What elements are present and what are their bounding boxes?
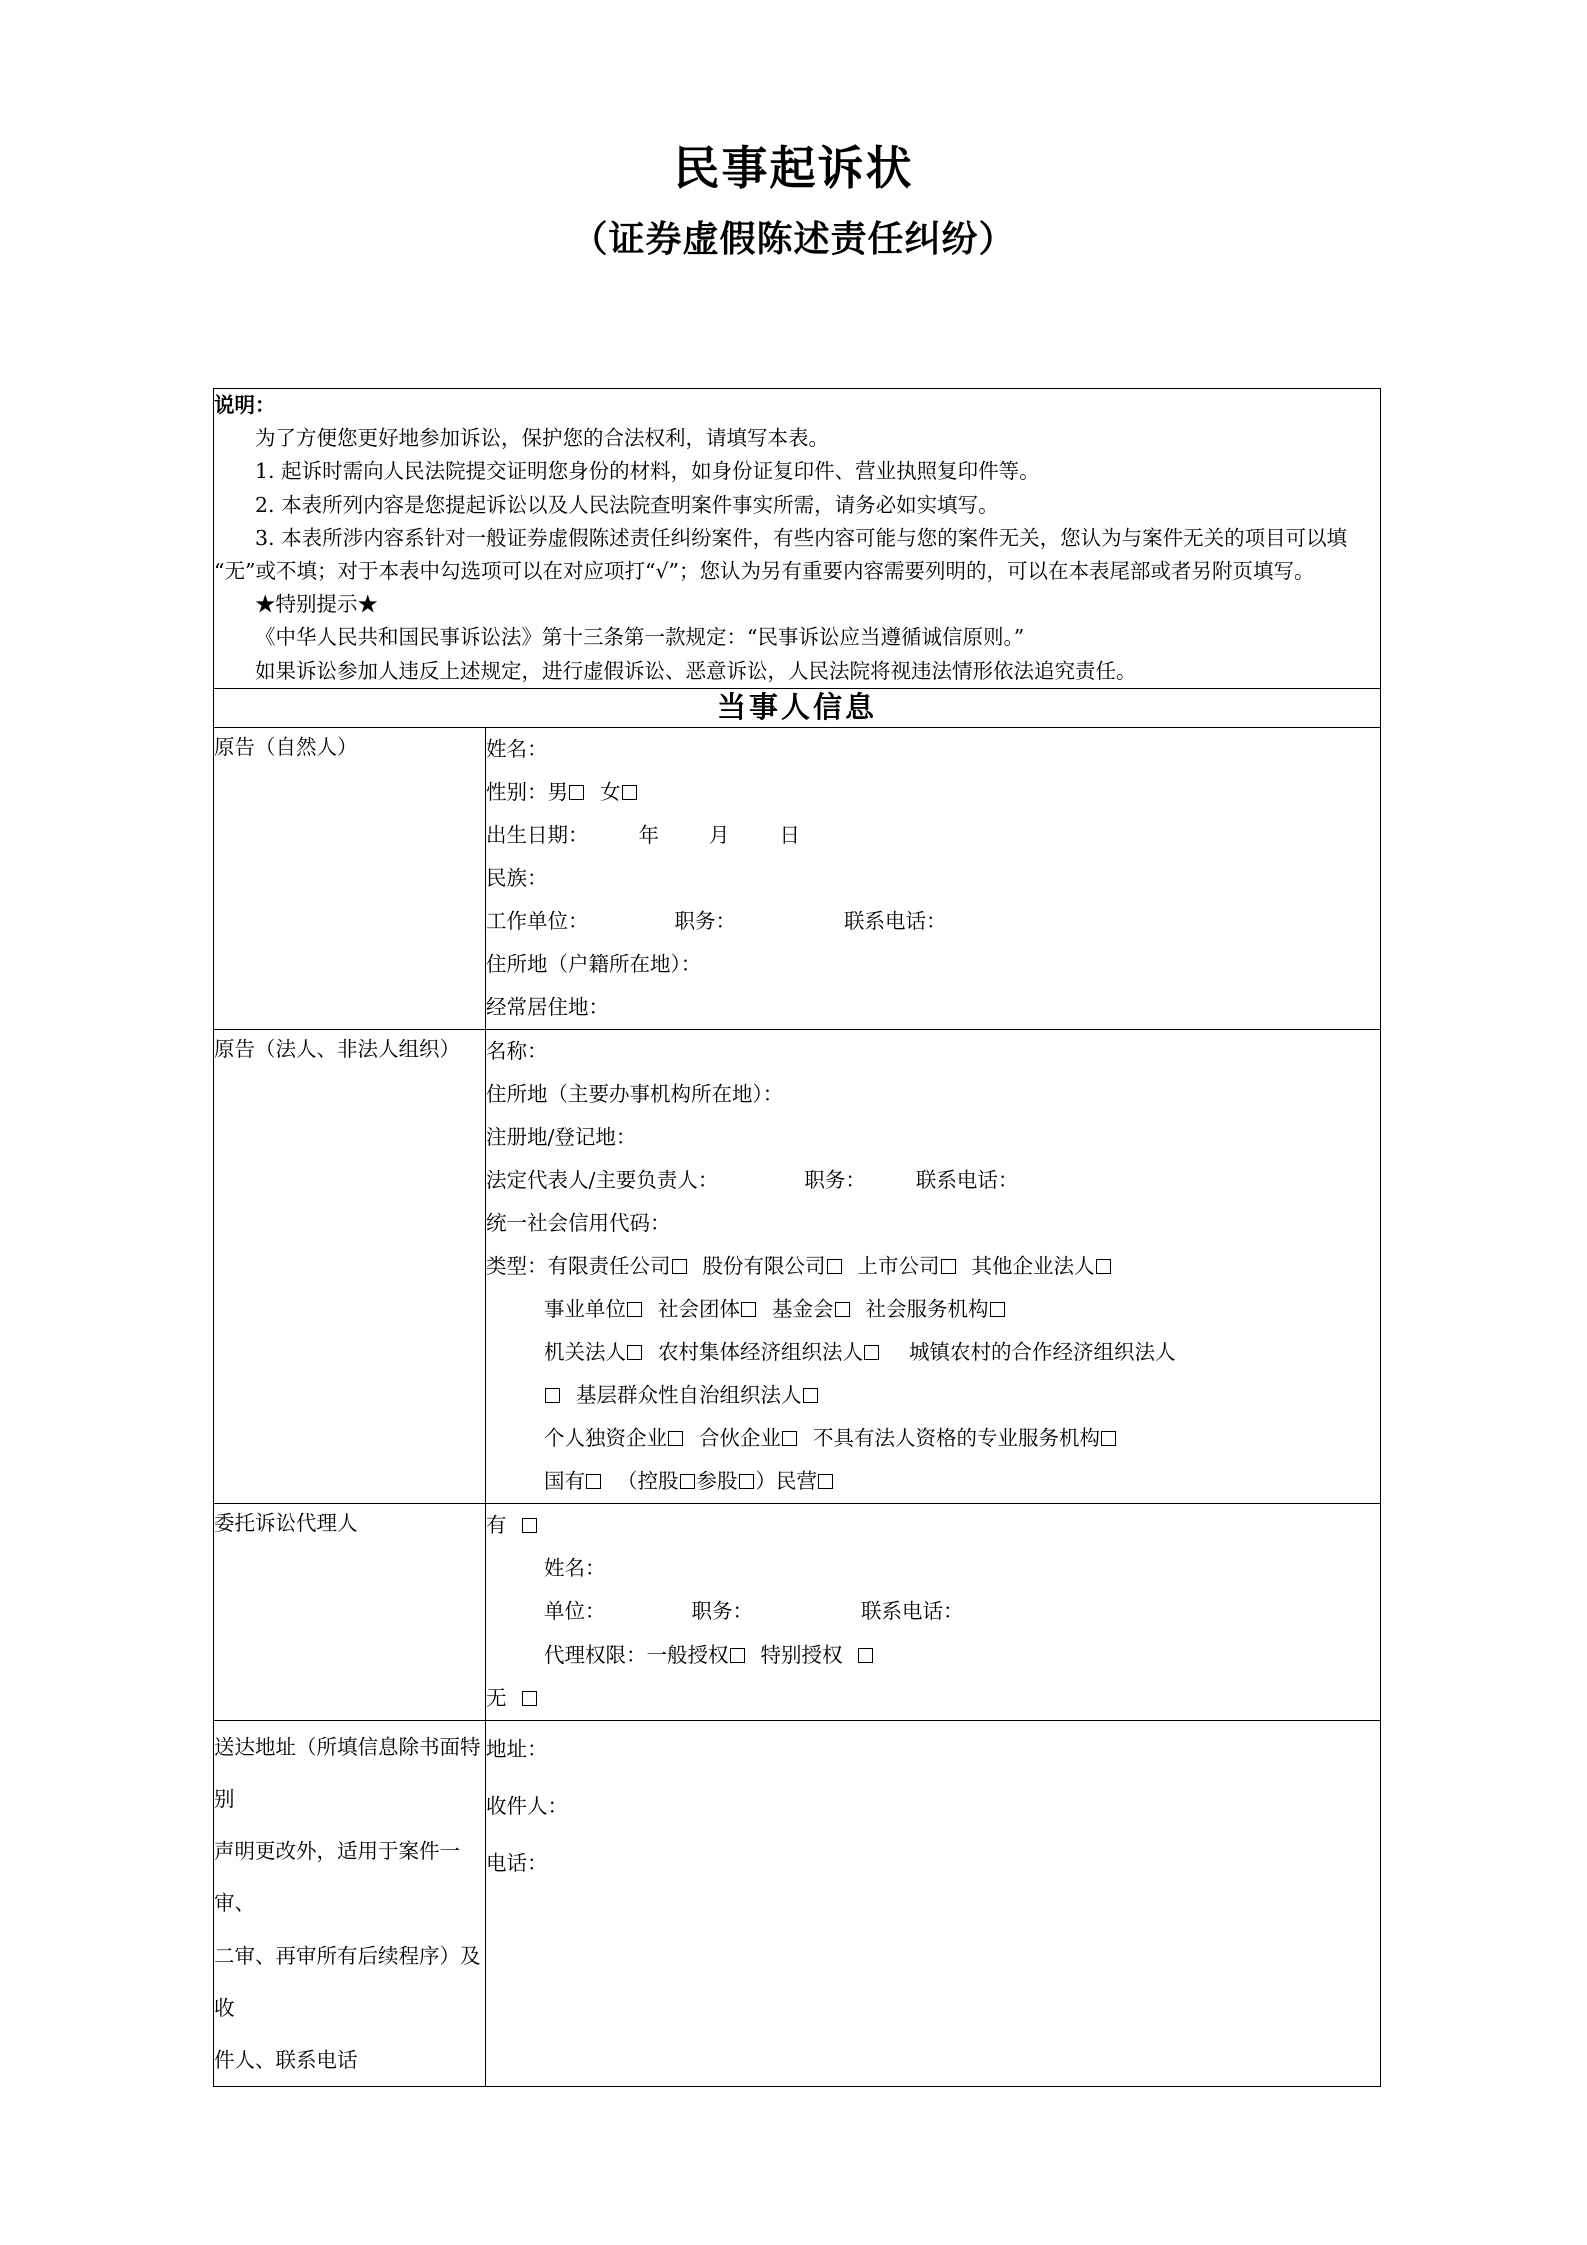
checkbox-authority-general[interactable] (730, 1648, 745, 1663)
legal-type-row-5[interactable] (486, 1417, 1380, 1460)
checkbox-type-rural-collective[interactable] (864, 1345, 879, 1360)
authority-general-label: 一般授权 (646, 1642, 729, 1667)
service-address-fields (486, 1720, 1381, 2087)
natural-work-unit-label: 工作单位： (486, 908, 589, 933)
checkbox-type-social-service[interactable] (990, 1302, 1005, 1317)
service-address-label-line-1: 声明更改外，适用于案件一审、 (214, 1839, 460, 1916)
service-address-label-line-2: 二审、再审所有后续程序）及收 (214, 1943, 481, 2020)
checkbox-ownership-state[interactable] (586, 1474, 601, 1489)
type-option-jsc-label: 股份有限公司 (702, 1254, 826, 1279)
gender-female-label: 女 (600, 779, 621, 804)
natural-domicile-field[interactable] (486, 943, 1380, 986)
checkbox-type-grassroots[interactable] (803, 1388, 818, 1403)
notice-line-1: 1. 起诉时需向人民法院提交证明您身份的材料，如身份证复印件、营业执照复印件等。 (255, 459, 1040, 484)
checkbox-ownership-share[interactable] (739, 1474, 754, 1489)
legal-registration-label: 注册地/登记地： (486, 1124, 637, 1149)
type-option-rural-collective-label: 农村集体经济组织法人 (658, 1340, 863, 1365)
ownership-paren-open: （ (617, 1469, 638, 1494)
page-title: 民事起诉状 (673, 141, 914, 195)
party-info-header: 当事人信息 (214, 688, 1381, 727)
legal-type-row-3[interactable] (486, 1331, 1380, 1374)
legal-credit-code-label: 统一社会信用代码： (486, 1211, 671, 1236)
service-address-address-label: 地址： (486, 1736, 548, 1761)
service-recipient-field[interactable] (486, 1778, 1380, 1835)
notice-cell (214, 389, 1381, 689)
checkbox-type-government[interactable] (627, 1345, 642, 1360)
checkbox-type-foundation[interactable] (835, 1302, 850, 1317)
type-option-listed-label: 上市公司 (857, 1254, 940, 1279)
natural-name-label: 姓名： (486, 736, 548, 761)
service-address-label (214, 1720, 486, 2087)
birth-day-unit: 日 (779, 822, 800, 847)
agent-has-row[interactable] (486, 1504, 1380, 1547)
checkbox-ownership-private[interactable] (818, 1474, 833, 1489)
natural-ethnicity-field[interactable] (486, 857, 1380, 900)
agent-label: 委托诉讼代理人 (214, 1504, 486, 1720)
legal-phone-label: 联系电话： (915, 1167, 1019, 1192)
type-option-partnership-label: 合伙企业 (699, 1426, 781, 1451)
service-phone-field[interactable] (486, 1835, 1380, 1892)
checkbox-type-llc[interactable] (672, 1259, 687, 1274)
agent-authority-label: 代理权限： (544, 1642, 647, 1667)
natural-name-field[interactable] (486, 728, 1380, 771)
checkbox-type-partnership[interactable] (782, 1431, 797, 1446)
ownership-state-label: 国有 (544, 1469, 585, 1494)
natural-gender-label: 性别： (486, 779, 548, 804)
checkbox-gender-female[interactable] (622, 785, 637, 800)
checkbox-gender-male[interactable] (569, 785, 584, 800)
notice-heading: 说明： (214, 393, 276, 417)
type-option-social-service-label: 社会服务机构 (865, 1297, 989, 1322)
legal-ownership-row[interactable] (486, 1460, 1380, 1503)
legal-credit-code-field[interactable] (486, 1202, 1380, 1245)
type-option-government-label: 机关法人 (544, 1340, 626, 1365)
service-address-label-line-0: 送达地址（所填信息除书面特别 (214, 1734, 481, 1811)
gender-male-label: 男 (547, 779, 568, 804)
natural-ethnicity-label: 民族： (486, 865, 548, 890)
natural-residence-label: 经常居住地： (486, 994, 609, 1019)
ownership-control-label: 控股 (637, 1469, 679, 1494)
party-info-header-row (214, 688, 1381, 727)
natural-work-field[interactable] (486, 900, 1380, 943)
notice-line-2: 2. 本表所列内容是您提起诉讼以及人民法院查明案件事实所需，请务必如实填写。 (255, 492, 999, 517)
agent-phone-label: 联系电话： (861, 1599, 964, 1624)
checkbox-type-public-institution[interactable] (627, 1302, 642, 1317)
agent-position-label: 职务： (691, 1599, 753, 1624)
checkbox-type-urban-rural-coop[interactable] (545, 1388, 560, 1403)
birth-month-unit: 月 (709, 822, 730, 847)
birth-year-unit: 年 (638, 822, 659, 847)
plaintiff-natural-row (214, 727, 1381, 1029)
plaintiff-legal-fields (486, 1029, 1381, 1504)
checkbox-agent-none[interactable] (522, 1691, 537, 1706)
type-option-professional-service-label: 不具有法人资格的专业服务机构 (813, 1426, 1100, 1451)
type-option-urban-rural-coop-label: 城镇农村的合作经济组织法人 (909, 1340, 1176, 1365)
checkbox-type-sole-proprietorship[interactable] (668, 1431, 683, 1446)
page-subtitle: （证券虚假陈述责任纠纷） (571, 217, 1016, 260)
agent-unit-field[interactable] (486, 1590, 1380, 1633)
legal-domicile-field[interactable] (486, 1073, 1380, 1116)
agent-none-row[interactable] (486, 1677, 1380, 1720)
checkbox-type-social-group[interactable] (741, 1302, 756, 1317)
agent-has-label: 有 (486, 1513, 507, 1538)
agent-authority-row[interactable] (486, 1634, 1380, 1677)
checkbox-type-jsc[interactable] (827, 1259, 842, 1274)
agent-name-field[interactable] (486, 1547, 1380, 1590)
plaintiff-natural-label: 原告（自然人） (214, 727, 486, 1029)
ownership-private-label: 民营 (776, 1469, 817, 1494)
type-option-social-group-label: 社会团体 (658, 1297, 740, 1322)
authority-special-label: 特别授权 (760, 1642, 843, 1667)
ownership-share-label: 参股 (696, 1469, 738, 1494)
type-option-foundation-label: 基金会 (772, 1297, 834, 1322)
plaintiff-legal-row (214, 1029, 1381, 1504)
checkbox-type-professional-service[interactable] (1101, 1431, 1116, 1446)
agent-fields (486, 1504, 1381, 1720)
type-option-other-enterprise-label: 其他企业法人 (971, 1254, 1095, 1279)
notice-line-3: 3. 本表所涉内容系针对一般证券虚假陈述责任纠纷案件，有些内容可能与您的案件无关，您认为与案件无关的项目可以填“无”或不填；对于本表中勾选项可以在对应项打“√”；您认为另有重要内容需要列明的，可以在本表尾部或者另附页填写。 (214, 525, 1348, 584)
legal-rep-label: 法定代表人/主要负责人： (486, 1167, 719, 1192)
checkbox-type-other-enterprise[interactable] (1096, 1259, 1111, 1274)
special-tip-marker: ★特别提示★ (255, 592, 378, 617)
checkbox-type-listed[interactable] (941, 1259, 956, 1274)
service-recipient-label: 收件人： (486, 1793, 568, 1818)
natural-birth-label: 出生日期： (486, 822, 589, 847)
checkbox-agent-has[interactable] (522, 1518, 537, 1533)
natural-position-label: 职务： (674, 908, 736, 933)
legal-rep-field[interactable] (486, 1159, 1380, 1202)
legal-type-label: 类型： (486, 1254, 548, 1279)
legal-type-row-4[interactable] (486, 1374, 1380, 1417)
agent-name-label: 姓名： (544, 1556, 606, 1581)
notice-line-0: 为了方便您更好地参加诉讼，保护您的合法权利，请填写本表。 (255, 426, 829, 451)
natural-domicile-label: 住所地（户籍所在地）： (486, 951, 702, 976)
agent-unit-label: 单位： (544, 1599, 606, 1624)
legal-type-row-1[interactable] (486, 1245, 1380, 1288)
plaintiff-legal-label: 原告（法人、非法人组织） (214, 1029, 486, 1504)
type-option-llc-label: 有限责任公司 (547, 1254, 671, 1279)
civil-complaint-form (213, 388, 1381, 2087)
checkbox-authority-special[interactable] (858, 1648, 873, 1663)
ownership-paren-close: ） (755, 1469, 776, 1494)
natural-gender-field[interactable] (486, 771, 1380, 814)
legal-position-label: 职务： (804, 1167, 866, 1192)
type-option-sole-proprietorship-label: 个人独资企业 (544, 1426, 667, 1451)
notice-warning: 如果诉讼参加人违反上述规定，进行虚假诉讼、恶意诉讼，人民法院将视违法情形依法追究责任。 (255, 658, 1137, 683)
natural-residence-field[interactable] (486, 986, 1380, 1029)
natural-birth-field[interactable] (486, 814, 1380, 857)
service-phone-label: 电话： (486, 1851, 548, 1876)
legal-name-field[interactable] (486, 1030, 1380, 1073)
service-address-label-line-3: 件人、联系电话 (214, 2048, 358, 2073)
type-option-public-institution-label: 事业单位 (544, 1297, 626, 1322)
service-address-row (214, 1720, 1381, 2087)
checkbox-ownership-control[interactable] (680, 1474, 695, 1489)
legal-domicile-label: 住所地（主要办事机构所在地）： (486, 1081, 784, 1106)
type-option-grassroots-label: 基层群众性自治组织法人 (576, 1383, 802, 1408)
agent-row (214, 1504, 1381, 1720)
plaintiff-natural-fields (486, 727, 1381, 1029)
law-quote: 《中华人民共和国民事诉讼法》第十三条第一款规定：“民事诉讼应当遵循诚信原则。” (255, 625, 1025, 650)
legal-name-label: 名称： (486, 1038, 548, 1063)
notice-row (214, 389, 1381, 689)
legal-type-row-2[interactable] (486, 1288, 1380, 1331)
legal-registration-field[interactable] (486, 1116, 1380, 1159)
agent-none-label: 无 (486, 1685, 507, 1710)
natural-phone-label: 联系电话： (844, 908, 947, 933)
service-address-field[interactable] (486, 1721, 1380, 1778)
